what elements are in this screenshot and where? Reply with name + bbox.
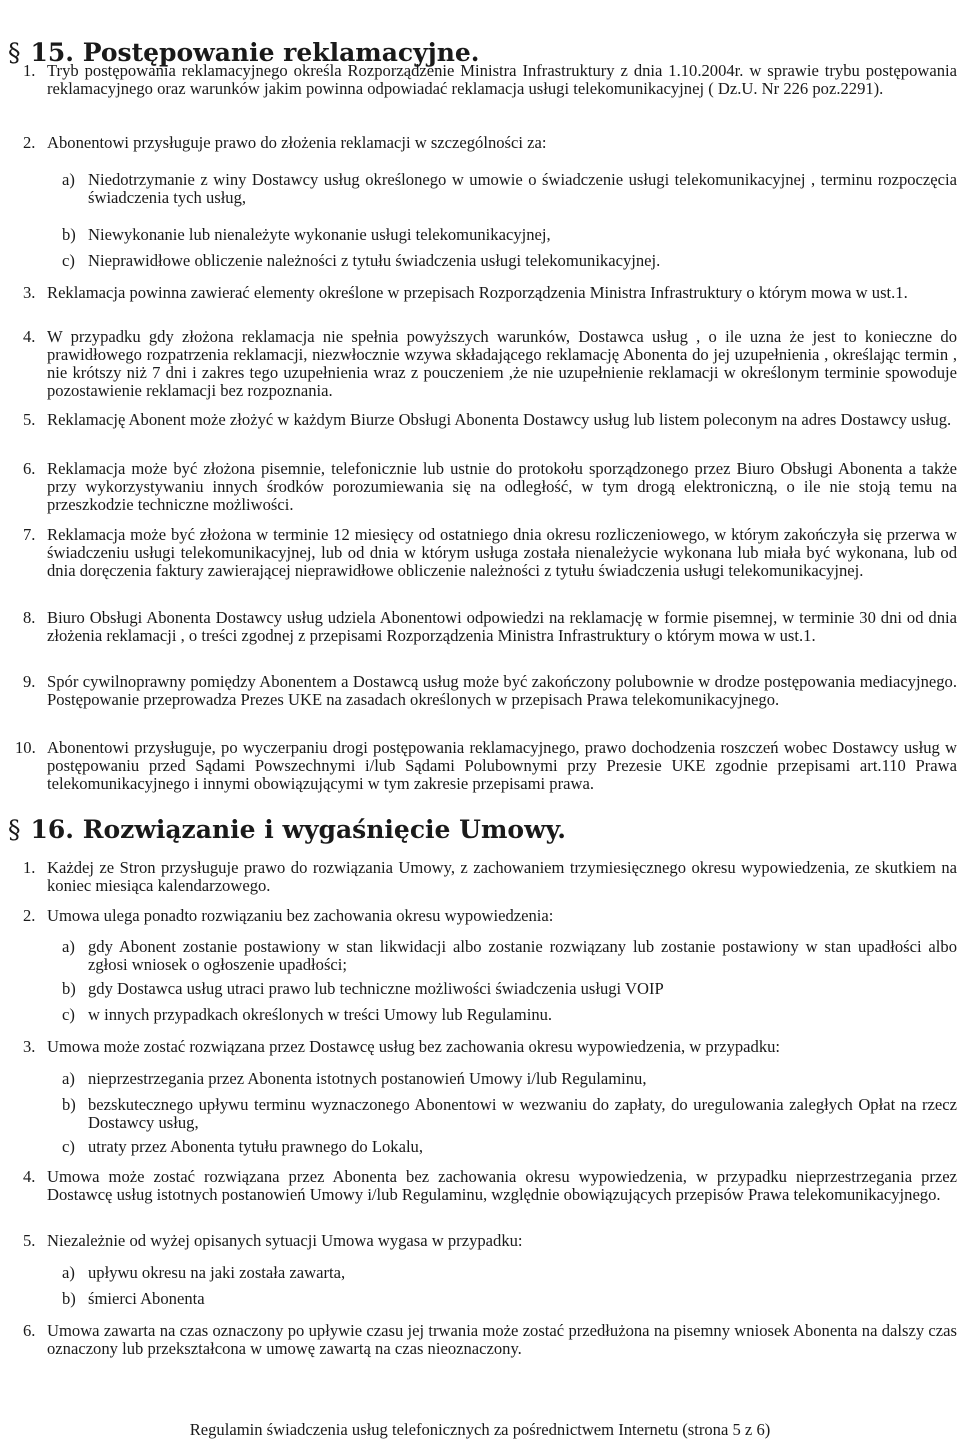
sub-item-letter: b): [62, 1095, 76, 1114]
sub-item-letter: b): [62, 1289, 76, 1308]
page-footer: Regulamin świadczenia usług telefonicznych za pośrednictwem Internetu (strona 5 z 6): [189, 1420, 771, 1439]
sub-item-text: utraty przez Abonenta tytułu prawnego do Lokalu,: [88, 1137, 424, 1156]
sub-item-text: bezskutecznego upływu terminu wyznaczonego Abonentowi w wezwaniu do zapłaty, do uregulowania zaległych Opłat na rzecz Dostawcy usług,: [88, 1095, 957, 1132]
item-number: 4.: [23, 327, 36, 346]
s15-item-9: [23, 673, 957, 709]
item-text: Niezależnie od wyżej opisanych sytuacji Umowa wygasa w przypadku:: [47, 1231, 523, 1250]
item-text: Abonentowi przysługuje, po wyczerpaniu drogi postępowania reklamacyjnego, prawo dochodzenia roszczeń wobec Dostawcy usług w postępowaniu przed Sądami Powszechnymi i/lub Sądami Polubownymi przy Prezesie UKE zgodnie przepisami art.110 Prawa telekomunikacyjnego i innymi obowiązującymi w tym zakresie przepisami prawa.: [47, 738, 957, 793]
s15-item-3: [23, 284, 957, 302]
item-number: 1.: [23, 61, 36, 80]
s16-item-3b: [62, 1096, 957, 1132]
item-number: 9.: [23, 672, 36, 691]
item-text: Umowa ulega ponadto rozwiązaniu bez zachowania okresu wypowiedzenia:: [47, 906, 554, 925]
item-number: 2.: [23, 133, 36, 152]
item-text: Tryb postępowania reklamacyjnego określa Rozporządzenie Ministra Infrastruktury z dnia 1.10.2004r. w sprawie trybu postępowania reklamacyjnego oraz warunków jakim powinna odpowiadać reklamacja usługi telekomunikacyjnej ( Dz.U. Nr 226 poz.2291).: [47, 61, 957, 98]
item-text: Każdej ze Stron przysługuje prawo do rozwiązania Umowy, z zachowaniem trzymiesięcznego okresu wypowiedzenia, ze skutkiem na koniec miesiąca kalendarzowego.: [47, 858, 957, 895]
item-text: Reklamacja może być złożona w terminie 12 miesięcy od ostatniego dnia okresu rozliczeniowego, w którym zakończyła się przerwa w świadczeniu usługi telekomunikacyjnej, lub od dnia w którym usługa została nienależycie wykonana lub miała być wykonana, lub od dnia doręczenia faktury zawierającej nieprawidłowe obliczenie należności z tytułu świadczenia usługi telekomunikacyjnej.: [47, 525, 957, 580]
s16-item-2c: [62, 1006, 957, 1024]
item-number: 4.: [23, 1167, 36, 1186]
s15-item-1: [23, 62, 957, 98]
sub-item-letter: c): [62, 1005, 75, 1024]
s15-item-8: [23, 609, 957, 645]
item-number: 3.: [23, 1037, 36, 1056]
item-number: 8.: [23, 608, 36, 627]
s16-item-6: [23, 1322, 957, 1358]
s16-item-4: [23, 1168, 957, 1204]
item-text: Reklamację Abonent może złożyć w każdym Biurze Obsługi Abonenta Dostawcy usług lub listem poleconym na adres Dostawcy usług.: [47, 410, 952, 429]
s15-item-2c: [62, 252, 957, 270]
sub-item-letter: a): [62, 1069, 75, 1088]
s16-item-5b: [62, 1290, 957, 1308]
sub-item-text: Nieprawidłowe obliczenie należności z tytułu świadczenia usługi telekomunikacyjnej.: [88, 251, 661, 270]
item-number: 7.: [23, 525, 36, 544]
sub-item-text: gdy Dostawca usług utraci prawo lub techniczne możliwości świadczenia usługi VOIP: [88, 979, 664, 998]
item-number: 10.: [15, 738, 36, 757]
s16-item-5: [23, 1232, 957, 1250]
item-text: Umowa może zostać rozwiązana przez Abonenta bez zachowania okresu wypowiedzenia, w przypadku nieprzestrzegania przez Dostawcę usług istotnych postanowień Umowy i/lub Regulaminu, względnie obowiązujących przepisów Prawa telekomunikacyjnego.: [47, 1167, 957, 1204]
s15-item-7: [23, 526, 957, 580]
item-number: 1.: [23, 858, 36, 877]
item-number: 2.: [23, 906, 36, 925]
item-number: 5.: [23, 410, 36, 429]
sub-item-letter: a): [62, 1263, 75, 1282]
sub-item-letter: b): [62, 225, 76, 244]
item-text: Reklamacja może być złożona pisemnie, telefonicznie lub ustnie do protokołu sporządzonego przez Biuro Obsługi Abonenta a także przy wykorzystywaniu innych środków porozumiewania się na odległość, w tym drogą elektroniczną, o ile nie stoją temu na przeszkodzie techniczne możliwości.: [47, 459, 957, 514]
s15-item-2b: [62, 226, 957, 244]
item-text: Abonentowi przysługuje prawo do złożenia reklamacji w szczególności za:: [47, 133, 547, 152]
sub-item-letter: c): [62, 1137, 75, 1156]
sub-item-text: gdy Abonent zostanie postawiony w stan likwidacji albo zostanie rozwiązany lub zostanie postawiony w stan upadłości albo zgłosi wniosek o ogłoszenie upadłości;: [88, 937, 957, 974]
s16-item-3: [23, 1038, 957, 1056]
item-number: 3.: [23, 283, 36, 302]
s15-item-2: [23, 134, 957, 152]
sub-item-text: śmierci Abonenta: [88, 1289, 205, 1308]
s15-item-2a: [62, 171, 957, 207]
item-text: Umowa może zostać rozwiązana przez Dostawcę usług bez zachowania okresu wypowiedzenia, w przypadku:: [47, 1037, 781, 1056]
item-text: Biuro Obsługi Abonenta Dostawcy usług udziela Abonentowi odpowiedzi na reklamację w formie pisemnej, w terminie 30 dni od dnia złożenia reklamacji , o treści zgodnej z przepisami Rozporządzenia Ministra Infrastruktury o którym mowa w ust.1.: [47, 608, 957, 645]
s16-item-3c: [62, 1138, 957, 1156]
s16-item-2b: [62, 980, 957, 998]
sub-item-text: Niewykonanie lub nienależyte wykonanie usługi telekomunikacyjnej,: [88, 225, 551, 244]
sub-item-letter: a): [62, 937, 75, 956]
sub-item-letter: c): [62, 251, 75, 270]
item-text: Spór cywilnoprawny pomiędzy Abonentem a Dostawcą usług może być zakończony polubownie w drodze postępowania mediacyjnego. Postępowanie przeprowadza Prezes UKE na zasadach określonych w przepisach Prawa telekomunikacyjnego.: [47, 672, 957, 709]
s15-item-6: [23, 460, 957, 514]
s15-item-5: [23, 411, 957, 429]
item-text: W przypadku gdy złożona reklamacja nie spełnia powyższych warunków, Dostawca usług , o ile uzna że jest to konieczne do prawidłowego rozpatrzenia reklamacji, niezwłocznie wzywa składającego reklamację Abonenta do jej uzupełnienia , określając termin , nie krótszy niż 7 dni i zakres tego uzupełnienia wraz z pouczeniem ,że nie uzupełnienie reklamacji w określonym terminie spowoduje pozostawienie reklamacji bez rozpoznania.: [47, 327, 957, 400]
item-number: 6.: [23, 1321, 36, 1340]
section-16-heading-text: 16. Rozwiązanie i wygaśnięcie Umowy.: [30, 815, 566, 844]
s16-item-5a: [62, 1264, 957, 1282]
section-mark: §: [8, 38, 21, 67]
s16-item-3a: [62, 1070, 957, 1088]
s16-item-2a: [62, 938, 957, 974]
item-number: 6.: [23, 459, 36, 478]
sub-item-text: nieprzestrzegania przez Abonenta istotnych postanowień Umowy i/lub Regulaminu,: [88, 1069, 647, 1088]
item-text: Umowa zawarta na czas oznaczony po upływie czasu jej trwania może zostać przedłużona na pisemny wniosek Abonenta na dalszy czas oznaczony lub przekształcona w umowę zawartą na czas nieoznaczony.: [47, 1321, 957, 1358]
section-mark: §: [8, 815, 21, 844]
sub-item-letter: b): [62, 979, 76, 998]
s16-item-1: [23, 859, 957, 895]
s16-item-2: [23, 907, 957, 925]
sub-item-text: w innych przypadkach określonych w treści Umowy lub Regulaminu.: [88, 1005, 553, 1024]
item-number: 5.: [23, 1231, 36, 1250]
sub-item-text: Niedotrzymanie z winy Dostawcy usług określonego w umowie o świadczenie usługi telekomunikacyjnej , terminu rozpoczęcia świadczenia tych usług,: [88, 170, 957, 207]
item-text: Reklamacja powinna zawierać elementy określone w przepisach Rozporządzenia Ministra Infrastruktury o którym mowa w ust.1.: [47, 283, 908, 302]
section-16-title: [8, 815, 566, 845]
s15-item-10: [15, 738, 957, 793]
sub-item-text: upływu okresu na jaki została zawarta,: [88, 1263, 346, 1282]
s15-item-4: [23, 328, 957, 400]
section-15-heading-text: 15. Postępowanie reklamacyjne.: [30, 38, 480, 67]
sub-item-letter: a): [62, 170, 75, 189]
